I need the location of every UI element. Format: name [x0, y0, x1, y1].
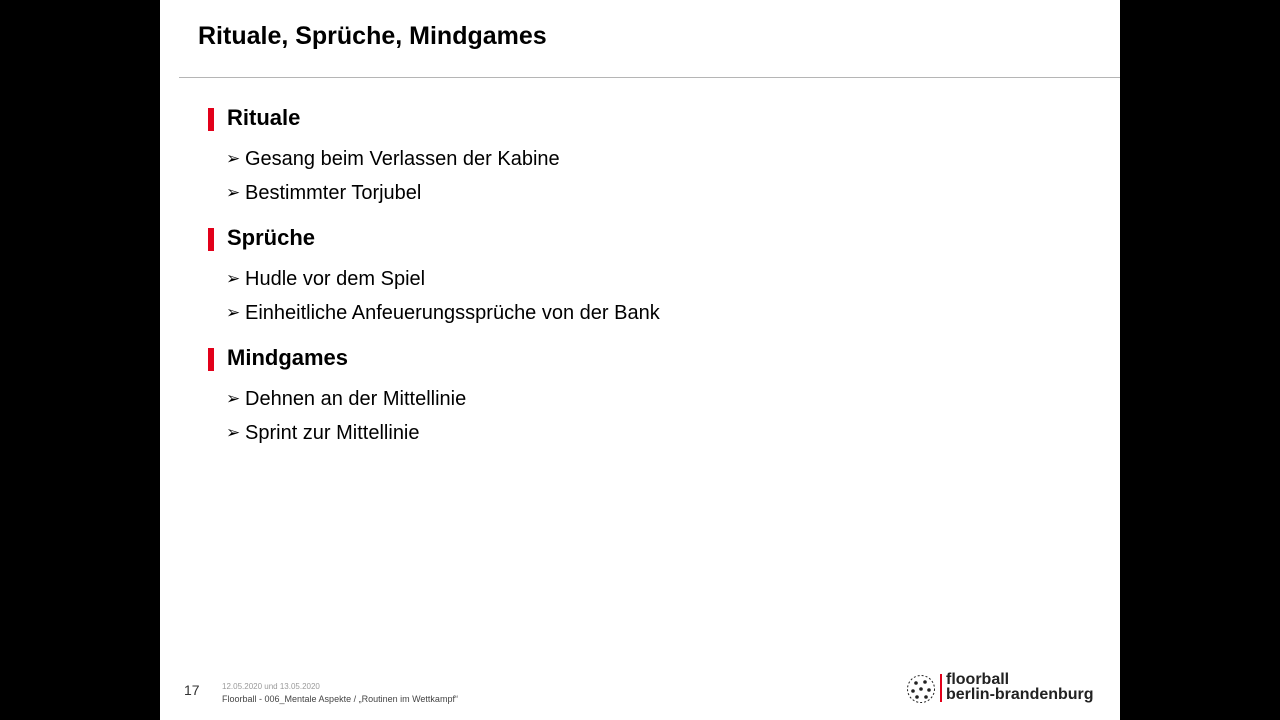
section-header [206, 222, 1086, 254]
title-divider [179, 77, 1120, 78]
list-item [206, 262, 1086, 296]
red-bar-icon [208, 348, 214, 371]
slide-content [206, 102, 1086, 450]
arrow-bullet-icon: ➢ [226, 423, 241, 443]
page-number: 17 [184, 682, 200, 698]
logo-text-floorball: floorball [946, 671, 1010, 688]
section-header [206, 102, 1086, 134]
section-header [206, 342, 1086, 374]
bullet-list [206, 382, 1086, 450]
list-item [206, 416, 1086, 450]
section-heading: Rituale [227, 105, 301, 130]
section-sprueche [206, 222, 1086, 330]
list-item-text: Hudle vor dem Spiel [245, 268, 426, 290]
slide [160, 0, 1120, 720]
bullet-list [206, 142, 1086, 210]
footer-subtitle: Floorball - 006_Mentale Aspekte / „Routinen im Wettkampf“ [222, 694, 458, 704]
arrow-bullet-icon: ➢ [226, 303, 241, 323]
section-heading: Sprüche [227, 225, 316, 250]
floorball-ball-icon [906, 674, 936, 704]
arrow-bullet-icon: ➢ [226, 183, 241, 203]
slide-title: Rituale, Sprüche, Mindgames [198, 22, 547, 50]
list-item [206, 382, 1086, 416]
red-bar-icon [208, 108, 214, 131]
list-item [206, 176, 1086, 210]
list-item-text: Einheitliche Anfeuerungssprüche von der Bank [245, 302, 660, 324]
red-bar-icon [208, 228, 214, 251]
list-item-text: Gesang beim Verlassen der Kabine [245, 148, 560, 170]
section-mindgames [206, 342, 1086, 450]
arrow-bullet-icon: ➢ [226, 149, 241, 169]
logo-text-region: berlin-brandenburg [946, 686, 1094, 703]
section-heading: Mindgames [227, 345, 349, 370]
arrow-bullet-icon: ➢ [226, 389, 241, 409]
list-item [206, 142, 1086, 176]
list-item [206, 296, 1086, 330]
section-rituale [206, 102, 1086, 210]
list-item-text: Bestimmter Torjubel [245, 182, 422, 204]
list-item-text: Dehnen an der Mittellinie [245, 388, 467, 410]
list-item-text: Sprint zur Mittellinie [245, 422, 420, 444]
arrow-bullet-icon: ➢ [226, 269, 241, 289]
floorball-logo [906, 672, 1096, 708]
logo-divider [940, 674, 942, 702]
footer-date: 12.05.2020 und 13.05.2020 [222, 682, 320, 691]
bullet-list [206, 262, 1086, 330]
